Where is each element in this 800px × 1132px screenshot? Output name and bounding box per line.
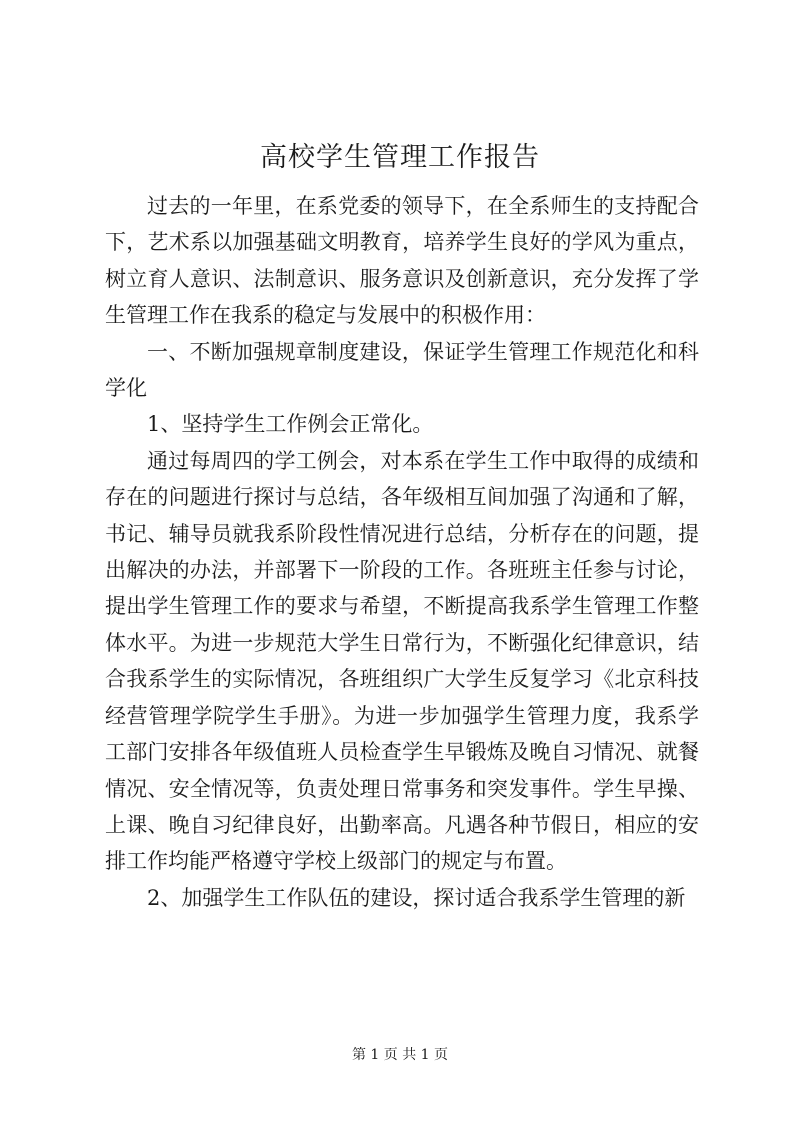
paragraph-intro: 过去的一年里，在系党委的领导下，在全系师生的支持配合下，艺术系以加强基础文明教育，培养学生良好的学风为重点，树立育人意识、法制意识、服务意识及创新意识，充分发挥了学生管理工作在我系的稳定与发展中的积极作用： bbox=[105, 194, 699, 328]
document-title: 高校学生管理工作报告 bbox=[260, 142, 540, 173]
paragraph-body: 通过每周四的学工例会，对本系在学生工作中取得的成绩和存在的问题进行探讨与总结，各年级相互间加强了沟通和了解，书记、辅导员就我系阶段性情况进行总结，分析存在的问题，提出解决的办法，并部署下一阶段的工作。各班班主任参与讨论，提出学生管理工作的要求与希望，不断提高我系学生管理工作整体水平。为进一步规范大学生日常行为，不断强化纪律意识，结合我系学生的实际情况，各班组织广大学生反复学习《北京科技经营管理学院学生手册》。为进一步加强学生管理力度，我系学工部门安排各年级值班人员检查学生早锻炼及晚自习情况、就餐情况、安全情况等，负责处理日常事务和突发事件。学生早操、上课、晚自习纪律良好，出勤率高。凡遇各种节假日，相应的安排工作均能严格遵守学校上级部门的规定与布置。 bbox=[105, 448, 699, 874]
page-footer: 第 1 页 共 1 页 bbox=[351, 1047, 449, 1063]
paragraph-subheading-1: 1、坚持学生工作例会正常化。 bbox=[147, 412, 434, 437]
paragraph-section-heading: 一、不断加强规章制度建设，保证学生管理工作规范化和科学化 bbox=[105, 339, 699, 401]
paragraph-subheading-2: 2、加强学生工作队伍的建设，探讨适合我系学生管理的新 bbox=[147, 885, 686, 910]
document-body bbox=[105, 188, 699, 916]
